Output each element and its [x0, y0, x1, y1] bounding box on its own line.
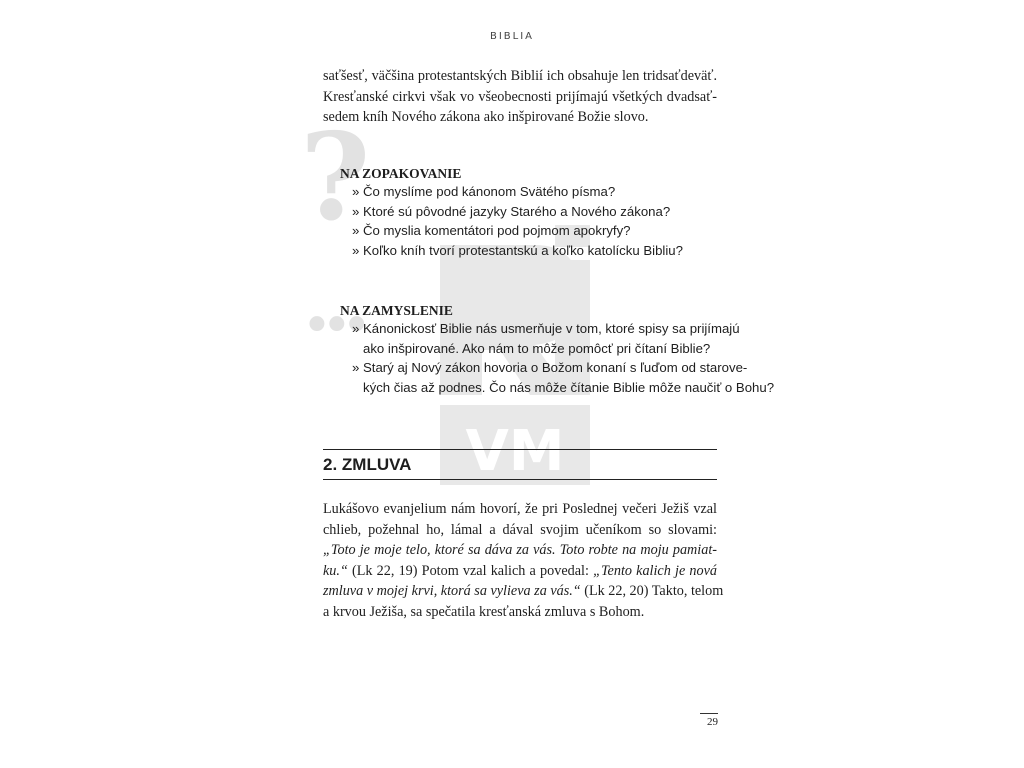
review-question: » Koľko kníh tvorí protestantskú a koľko katolícku Bibliu? — [352, 242, 683, 258]
body-paragraph — [323, 499, 724, 623]
body-line: chlieb, požehnal ho, lámal a dával svojim učeníkom so slovami: — [323, 521, 717, 538]
intro-line: Kresťanské cirkvi však vo všeobecnosti prijímajú všetkých dvadsať- — [323, 88, 717, 105]
scripture-quote: ku.“ — [323, 562, 348, 579]
scripture-quote: „Tento kalich je nová — [593, 562, 717, 579]
reflection-question-continuation: kých čias až podnes. Čo nás môže čítanie Biblie môže naučiť o Bohu? — [363, 379, 775, 395]
section-heading: 2. ZMLUVA — [323, 455, 412, 474]
intro-line: saťšesť, väčšina protestantských Biblií ich obsahuje len tridsaťdeväť. — [323, 68, 717, 84]
review-question: » Čo myslia komentátori pod pojmom apokryfy? — [352, 223, 631, 239]
body-line: Lukášovo evanjelium nám hovorí, že pri Poslednej večeri Ježiš vzal — [323, 501, 717, 517]
page-number: 29 — [707, 716, 718, 728]
ellipsis-decoration: ... — [303, 255, 363, 349]
review-question: » Ktoré sú pôvodné jazyky Starého a Nového zákona? — [352, 203, 671, 219]
body-line — [323, 540, 717, 561]
reflection-question: » Starý aj Nový zákon hovoria o Božom konaní s ľuďom od starove- — [352, 360, 748, 376]
review-question: » Čo myslíme pod kánonom Svätého písma? — [352, 184, 616, 199]
scripture-quote: zmluva v mojej krvi, ktorá sa vylieva za vás.“ — [323, 583, 581, 600]
question-mark-decoration: ? — [300, 107, 371, 248]
scripture-quote: „Toto je moje telo, ktoré sa dáva za vás. Toto robte na moju pamiat- — [323, 542, 717, 559]
reflection-question-list — [352, 319, 774, 397]
section-rule-top — [323, 449, 717, 450]
citation-text: (Lk 22, 20) Takto, telom — [580, 583, 724, 600]
reflection-question-continuation: ako inšpirované. Ako nám to môže pomôcť pri čítaní Biblie? — [363, 340, 711, 356]
reflection-question: » Kánonickosť Biblie nás usmerňuje v tom, ktoré spisy sa prijímajú — [352, 321, 740, 336]
intro-paragraph — [323, 66, 717, 128]
review-question-list — [352, 182, 683, 260]
citation-text: (Lk 22, 19) Potom vzal kalich a povedal: — [347, 562, 594, 579]
review-box-title: NA ZOPAKOVANIE — [340, 166, 462, 181]
running-head: BIBLIA — [489, 31, 535, 42]
section-rule-bottom — [323, 479, 717, 480]
body-line — [323, 561, 717, 582]
reflection-box-title: NA ZAMYSLENIE — [340, 303, 453, 318]
watermark-letters: VM — [465, 419, 565, 484]
page-number-rule — [700, 713, 718, 714]
body-line — [323, 581, 724, 602]
body-line: a krvou Ježiša, sa spečatila kresťanská zmluva s Bohom. — [323, 603, 645, 620]
intro-line: sedem kníh Nového zákona ako inšpirované Božie slovo. — [323, 109, 649, 126]
